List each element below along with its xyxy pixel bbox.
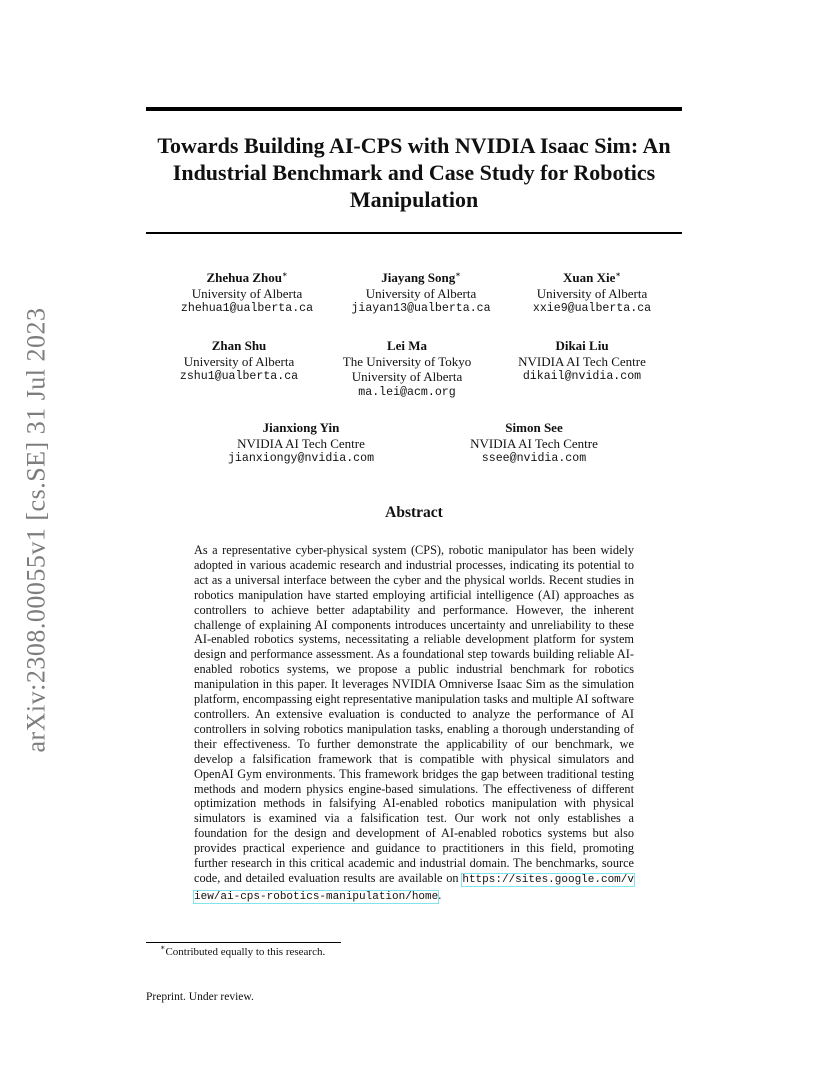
footnote-mark: ∗ xyxy=(160,943,166,952)
abstract-end-punctuation: . xyxy=(438,887,442,902)
author-affiliation: University of Alberta xyxy=(536,285,648,301)
author-block xyxy=(228,420,374,467)
author-name: Simon See xyxy=(505,420,563,435)
paper-title: Towards Building AI-CPS with NVIDIA Isaac Sim: An Industrial Benchmark and Case Study for Robotics Manipulation xyxy=(157,133,671,212)
footnote xyxy=(160,943,326,958)
author-email[interactable]: xxie9@ualberta.ca xyxy=(532,302,652,315)
author-affiliation: NVIDIA AI Tech Centre xyxy=(470,435,598,451)
footnote-rule xyxy=(146,942,341,943)
author-block xyxy=(181,270,313,317)
title-bottom-rule xyxy=(146,232,682,234)
author-block xyxy=(470,420,598,467)
author-affiliation: University of Alberta xyxy=(365,285,477,301)
author-email[interactable]: zshu1@ualberta.ca xyxy=(179,370,299,383)
author-name: Jiayang Song∗ xyxy=(381,270,461,285)
preprint-note: Preprint. Under review. xyxy=(146,991,254,1003)
project-link[interactable]: https://sites.google.com/view/ai-cps-robotics-manipulation/home xyxy=(194,873,634,903)
equal-contribution-mark: ∗ xyxy=(615,270,621,279)
author-affiliation: University of Alberta xyxy=(191,285,303,301)
author-name: Lei Ma xyxy=(386,338,428,353)
title-top-rule xyxy=(146,107,682,111)
abstract-body xyxy=(194,543,634,905)
author-block xyxy=(351,270,490,317)
arxiv-identifier-text: arXiv:2308.00055v1 [cs.SE] 31 Jul 2023 xyxy=(22,307,51,753)
author-block xyxy=(518,338,646,385)
author-affiliation: The University of Tokyo xyxy=(342,353,472,369)
equal-contribution-mark: ∗ xyxy=(455,270,461,279)
author-affiliation: University of Alberta xyxy=(351,369,463,384)
author-affiliation: University of Alberta xyxy=(183,353,295,369)
author-name: Zhan Shu xyxy=(211,338,267,353)
author-email[interactable]: zhehua1@ualberta.ca xyxy=(180,302,314,315)
author-name: Zhehua Zhou∗ xyxy=(206,270,288,285)
footnote-text: Contributed equally to this research. xyxy=(165,946,326,958)
author-name: Dikai Liu xyxy=(555,338,609,353)
author-email[interactable]: dikail@nvidia.com xyxy=(522,370,642,383)
equal-contribution-mark: ∗ xyxy=(281,270,288,279)
author-name: Jianxiong Yin xyxy=(262,420,340,435)
abstract-text: As a representative cyber-physical system (CPS), robotic manipulator has been widely adopted in various academic research and industrial processes, indicating its potential to act as a universal interface between the cyber and the physical worlds. Recent studies in robotics manipulation have started employing artificial intelligence (AI) approaches as controllers to achieve better adaptability and performance. However, the inherent challenge of explaining AI components introduces uncertainty and unreliability to these AI-enabled robotics systems, necessitating a reliable development platform for system design and performance assessment. As a foundational step towards building reliable AI-enabled robotics systems, we propose a public industrial benchmark for robotics manipulation in this paper. It leverages NVIDIA Omniverse Isaac Sim as the simulation platform, encompassing eight representative manipulation tasks and multiple AI software controllers. An extensive evaluation is conducted to analyze the performance of AI controllers in solving robotics manipulation tasks, enabling a thorough understanding of their effectiveness. To further demonstrate the applicability of our benchmark, we develop a falsification framework that is compatible with physical simulators and OpenAI Gym environments. This framework bridges the gap between traditional testing methods and modern physics engine-based simulations. The effectiveness of different optimization methods in falsifying AI-enabled robotics manipulation with physical simulators is examined via a falsification test. Our work not only establishes a foundation for the design and development of AI-enabled robotics systems but also provides practical experience and guidance to practitioners in this field, promoting further research in this critical academic and industrial domain. The benchmarks, source code, and detailed evaluation results are available on xyxy=(194,543,634,885)
author-affiliation: NVIDIA AI Tech Centre xyxy=(237,435,365,451)
author-email[interactable]: jianxiongy@nvidia.com xyxy=(227,452,375,465)
author-email[interactable]: ssee@nvidia.com xyxy=(481,452,587,465)
arxiv-identifier xyxy=(14,300,60,760)
author-name: Xuan Xie∗ xyxy=(563,270,621,285)
author-affiliation: NVIDIA AI Tech Centre xyxy=(518,353,646,369)
author-email[interactable]: jiayan13@ualberta.ca xyxy=(351,302,491,315)
author-block xyxy=(180,338,298,385)
abstract-heading: Abstract xyxy=(385,504,443,521)
author-email[interactable]: ma.lei@acm.org xyxy=(358,385,456,399)
author-block xyxy=(343,338,471,400)
author-block xyxy=(533,270,651,317)
